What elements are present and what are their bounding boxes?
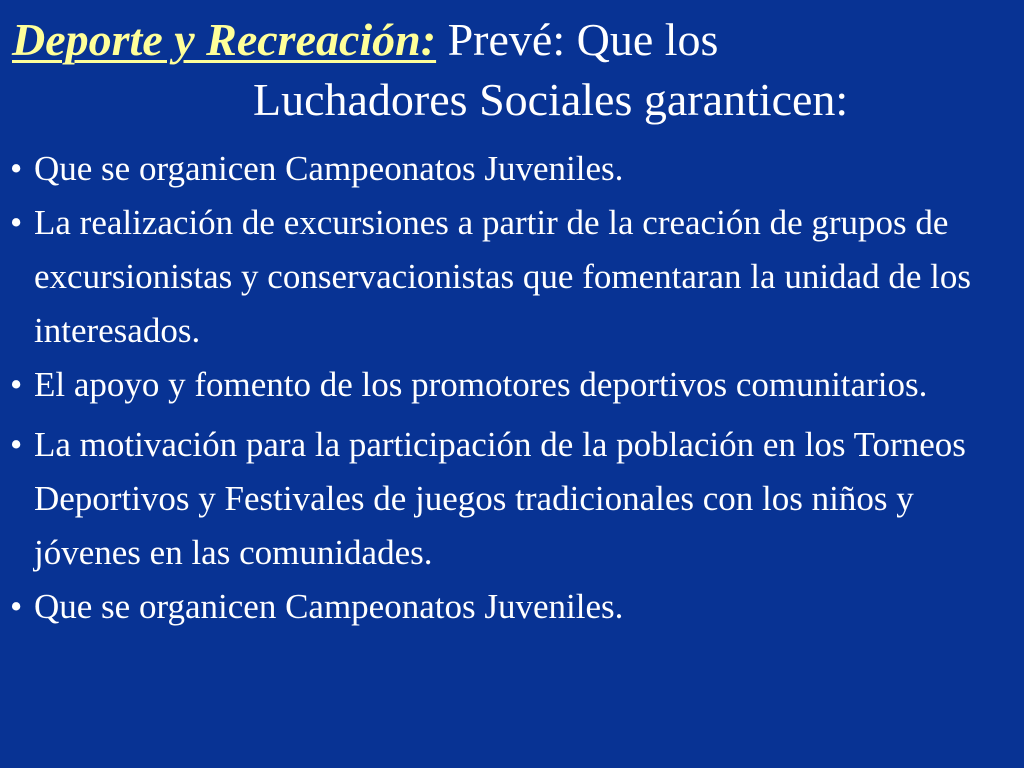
- bullet-item: [10, 418, 1000, 580]
- title-line-2: Luchadores Sociales garanticen:: [253, 74, 849, 125]
- title-highlight: Deporte y Recreación:: [12, 14, 437, 65]
- bullet-marker: •: [10, 365, 23, 404]
- bullet-item: [10, 580, 1000, 634]
- bullet-marker: •: [10, 203, 23, 242]
- bullet-text: La motivación para la participación de la población en los Torneos Deportivos y Festivales de juegos tradicionales con los niños y jóvenes en las comunidades.: [34, 425, 966, 572]
- bullet-text: Que se organicen Campeonatos Juveniles.: [34, 149, 624, 188]
- slide-title: [12, 14, 1012, 126]
- bullet-marker: •: [10, 425, 23, 464]
- bullet-item: [10, 142, 1000, 196]
- bullet-text: Que se organicen Campeonatos Juveniles.: [34, 587, 624, 626]
- title-line-1: [12, 14, 1012, 66]
- bullet-marker: •: [10, 149, 23, 188]
- bullet-text: El apoyo y fomento de los promotores deportivos comunitarios.: [34, 365, 928, 404]
- bullet-list: [10, 142, 1000, 634]
- bullet-text: La realización de excursiones a partir de la creación de grupos de excursionistas y conservacionistas que fomentaran la unidad de los interesados.: [34, 203, 971, 350]
- bullet-marker: •: [10, 587, 23, 626]
- bullet-item: [10, 358, 1000, 412]
- bullet-item: [10, 196, 1000, 358]
- title-line-1-rest: Prevé: Que los: [436, 14, 719, 65]
